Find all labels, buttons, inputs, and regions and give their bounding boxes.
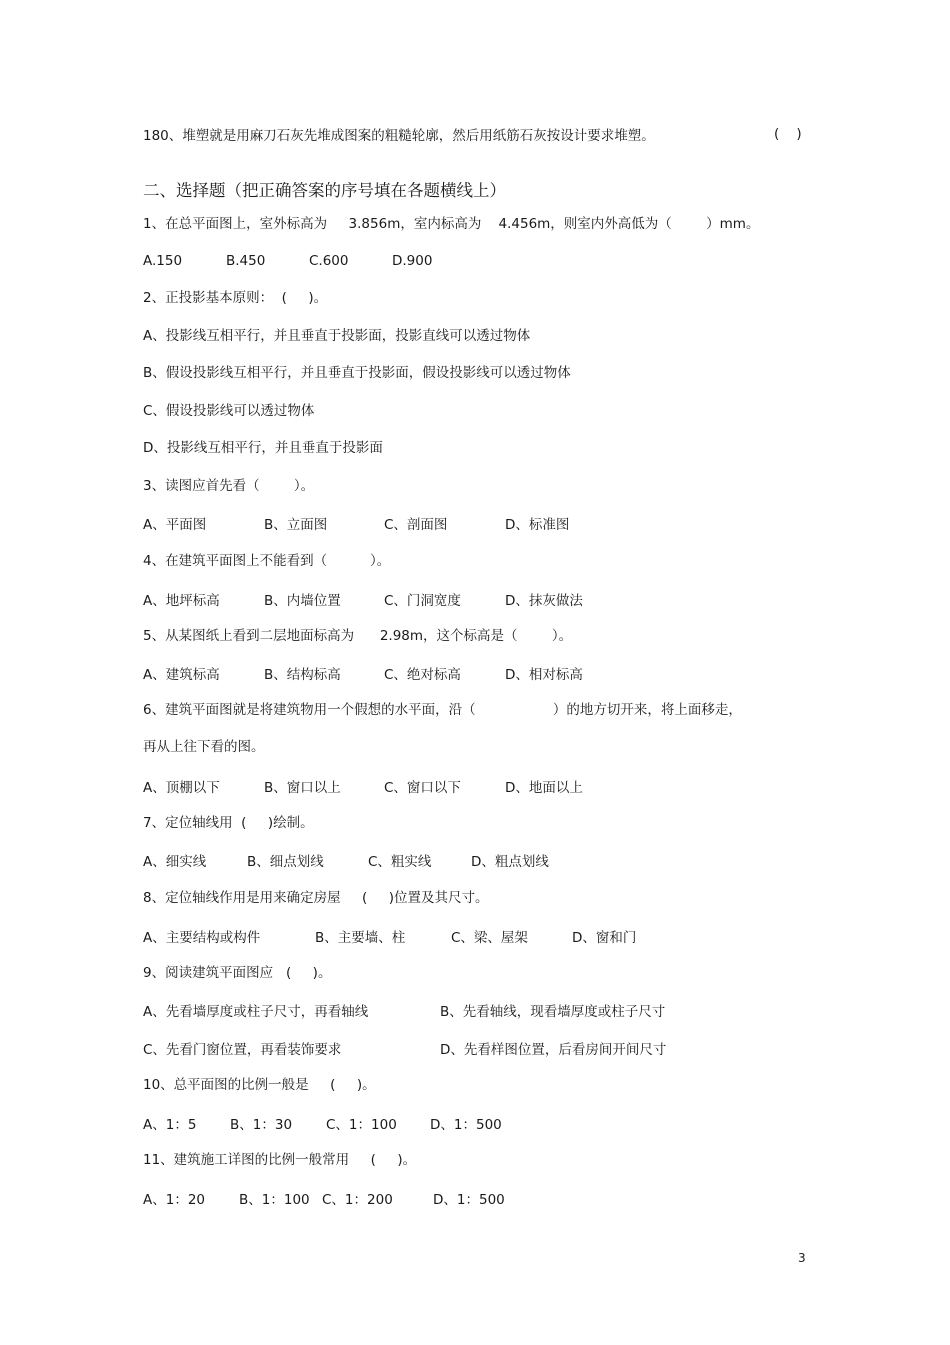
option-a: A、投影线互相平行，并且垂直于投影面，投影直线可以透过物体 bbox=[143, 328, 531, 344]
option-d: D、1：500 bbox=[430, 1117, 502, 1133]
question-1: 1、在总平面图上，室外标高为 3.856m，室内标高为 4.456m，则室内外高低为（ ）mm。 bbox=[143, 216, 760, 232]
question-10: 10、总平面图的比例一般是 ( )。 bbox=[143, 1077, 376, 1093]
option-d: D、先看样图位置，后看房间开间尺寸 bbox=[440, 1042, 667, 1058]
question-9: 9、阅读建筑平面图应 ( )。 bbox=[143, 965, 332, 981]
question-2: 2、正投影基本原则： ( )。 bbox=[143, 290, 328, 306]
option-b: B、主要墙、柱 bbox=[315, 930, 406, 946]
option-d: D、1：500 bbox=[433, 1192, 505, 1208]
option-a: A、主要结构或构件 bbox=[143, 930, 261, 946]
question-8: 8、定位轴线作用是用来确定房屋 ( )位置及其尺寸。 bbox=[143, 890, 489, 906]
option-a: A、地坪标高 bbox=[143, 593, 220, 609]
option-a: A、平面图 bbox=[143, 517, 207, 533]
option-b: B、立面图 bbox=[264, 517, 328, 533]
option-d: D.900 bbox=[392, 253, 433, 269]
option-b: B、细点划线 bbox=[247, 854, 324, 870]
option-c: C、假设投影线可以透过物体 bbox=[143, 403, 315, 419]
option-d: D、窗和门 bbox=[572, 930, 637, 946]
option-a: A、1：20 bbox=[143, 1192, 206, 1208]
question-5: 5、从某图纸上看到二层地面标高为 2.98m，这个标高是（ ）。 bbox=[143, 628, 573, 644]
option-b: B、1：100 bbox=[239, 1192, 310, 1208]
option-c: C、1：100 bbox=[326, 1117, 397, 1133]
option-c: C.600 bbox=[309, 253, 349, 269]
option-c: C、窗口以下 bbox=[384, 780, 461, 796]
question-7: 7、定位轴线用 ( )绘制。 bbox=[143, 815, 314, 831]
option-b: B、窗口以上 bbox=[264, 780, 341, 796]
option-a: A、1：5 bbox=[143, 1117, 197, 1133]
question-6-continuation: 再从上往下看的图。 bbox=[143, 739, 265, 755]
section-title: 二、选择题（把正确答案的序号填在各题横线上） bbox=[143, 181, 506, 200]
option-a: A、顶棚以下 bbox=[143, 780, 220, 796]
option-a: A.150 bbox=[143, 253, 183, 269]
option-b: B、1：30 bbox=[230, 1117, 293, 1133]
option-a: A、先看墙厚度或柱子尺寸，再看轴线 bbox=[143, 1004, 369, 1020]
option-d: D、投影线互相平行，并且垂直于投影面 bbox=[143, 440, 383, 456]
question-11: 11、建筑施工详图的比例一般常用 ( )。 bbox=[143, 1152, 417, 1168]
option-d: D、相对标高 bbox=[505, 667, 583, 683]
option-b: B、结构标高 bbox=[264, 667, 341, 683]
option-d: D、地面以上 bbox=[505, 780, 583, 796]
option-c: C、先看门窗位置，再看装饰要求 bbox=[143, 1042, 342, 1058]
option-c: C、梁、屋架 bbox=[451, 930, 528, 946]
option-a: A、细实线 bbox=[143, 854, 207, 870]
option-d: D、标准图 bbox=[505, 517, 570, 533]
option-c: C、绝对标高 bbox=[384, 667, 461, 683]
option-b: B、假设投影线互相平行，并且垂直于投影面，假设投影线可以透过物体 bbox=[143, 365, 571, 381]
answer-parentheses: ( ) bbox=[774, 126, 802, 142]
option-d: D、粗点划线 bbox=[471, 854, 549, 870]
option-d: D、抹灰做法 bbox=[505, 593, 583, 609]
option-b: B、内墙位置 bbox=[264, 593, 341, 609]
option-c: C、粗实线 bbox=[368, 854, 432, 870]
option-c: C、1：200 bbox=[322, 1192, 393, 1208]
option-b: B.450 bbox=[226, 253, 266, 269]
question-4: 4、在建筑平面图上不能看到（ ）。 bbox=[143, 553, 391, 569]
option-c: C、剖面图 bbox=[384, 517, 448, 533]
page-number: 3 bbox=[798, 1251, 806, 1265]
option-c: C、门洞宽度 bbox=[384, 593, 461, 609]
question-6: 6、建筑平面图就是将建筑物用一个假想的水平面，沿（ ）的地方切开来，将上面移走， bbox=[143, 702, 742, 718]
option-a: A、建筑标高 bbox=[143, 667, 220, 683]
question-180-text: 180、堆塑就是用麻刀石灰先堆成图案的粗糙轮廓，然后用纸筋石灰按设计要求堆塑。 bbox=[143, 128, 655, 144]
option-b: B、先看轴线，现看墙厚度或柱子尺寸 bbox=[440, 1004, 666, 1020]
question-3: 3、读图应首先看（ ）。 bbox=[143, 478, 315, 494]
